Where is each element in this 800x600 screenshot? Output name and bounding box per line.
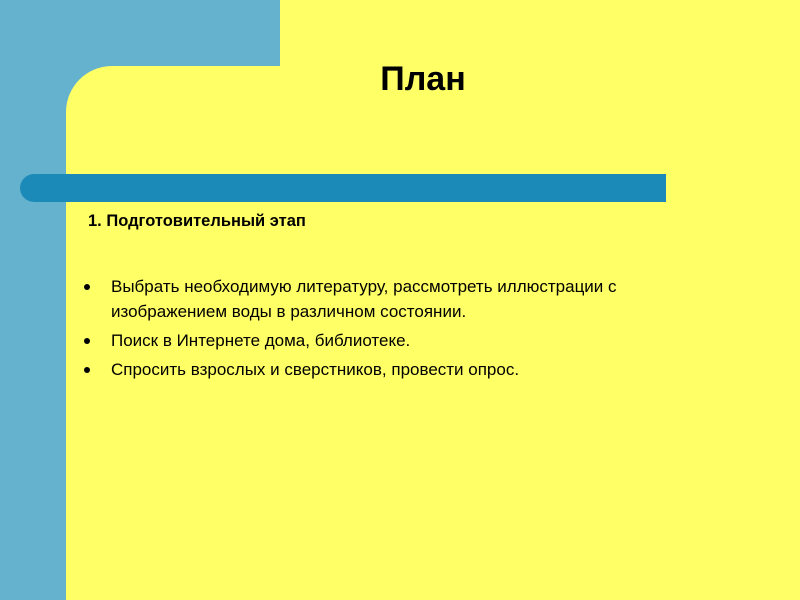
- list-item: [80, 328, 680, 353]
- list-item-text: Спросить взрослых и сверстников, провести опрос.: [111, 360, 520, 379]
- bullet-dot-icon: [84, 367, 90, 373]
- title-divider-bar: [20, 174, 666, 202]
- list-item-text: Выбрать необходимую литературу, рассмотреть иллюстрации с изображением воды в различном состоянии.: [111, 277, 617, 321]
- bullet-list: [80, 274, 680, 386]
- bullet-dot-icon: [84, 284, 90, 290]
- list-item: [80, 357, 680, 382]
- bullet-dot-icon: [84, 338, 90, 344]
- slide-title: План: [380, 60, 466, 98]
- section-heading: 1. Подготовительный этап: [88, 212, 306, 230]
- list-item: [80, 274, 680, 324]
- list-item-text: Поиск в Интернете дома, библиотеке.: [111, 331, 411, 350]
